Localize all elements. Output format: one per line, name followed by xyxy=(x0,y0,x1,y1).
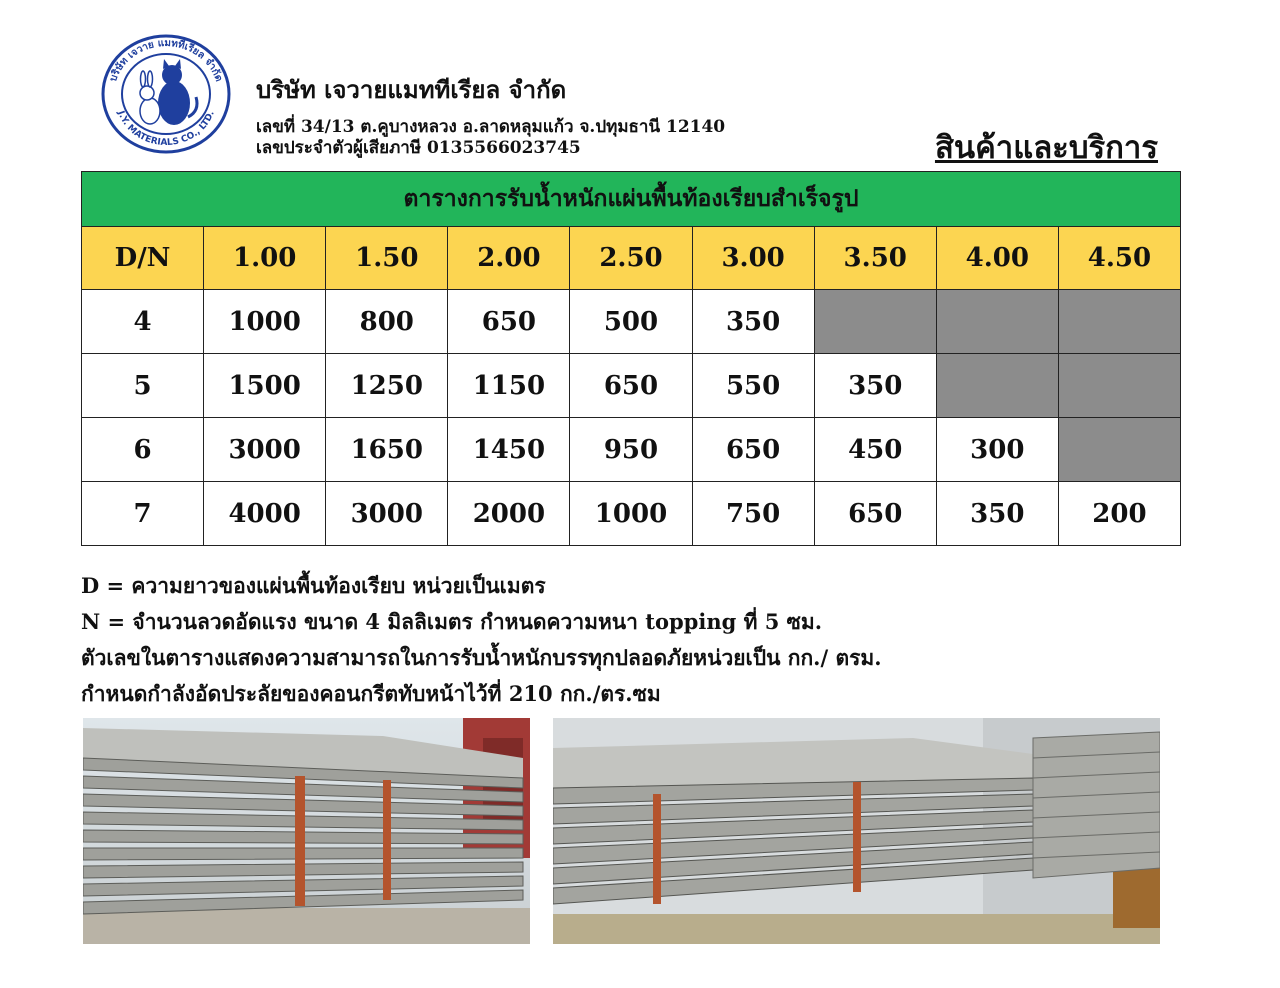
table-cell: 1000 xyxy=(570,482,692,546)
company-address: เลขที่ 34/13 ต.คูบางหลวง อ.ลาดหลุมแก้ว จ.ปทุมธานี 12140 xyxy=(256,117,726,137)
table-cell: 2000 xyxy=(448,482,570,546)
table-cell: 550 xyxy=(692,354,814,418)
company-logo xyxy=(100,33,232,155)
column-header: 1.50 xyxy=(326,227,448,290)
table-row xyxy=(82,482,1181,546)
table-cell: 650 xyxy=(570,354,692,418)
table-cell: 1150 xyxy=(448,354,570,418)
table-cell: 3000 xyxy=(326,482,448,546)
table-cell: 800 xyxy=(326,290,448,354)
column-header: 2.50 xyxy=(570,227,692,290)
note-line: ตัวเลขในตารางแสดงความสามารถในการรับน้ำหนักบรรทุกปลอดภัยหน่วยเป็น กก./ ตรม. xyxy=(81,645,882,670)
cat-icon xyxy=(158,59,197,125)
table-row xyxy=(82,354,1181,418)
column-header: 1.00 xyxy=(204,227,326,290)
table-cell: 3000 xyxy=(204,418,326,482)
table-cell: 300 xyxy=(936,418,1058,482)
row-label: 4 xyxy=(82,290,204,354)
table-cell: 950 xyxy=(570,418,692,482)
table-cell: 1450 xyxy=(448,418,570,482)
table-cell-empty xyxy=(1058,290,1180,354)
note-line: N = จำนวนลวดอัดแรง ขนาด 4 มิลลิเมตร กำหนดความหนา topping ที่ 5 ซม. xyxy=(81,609,823,634)
table-cell-empty xyxy=(936,354,1058,418)
table-row xyxy=(82,290,1181,354)
table-header-row xyxy=(82,227,1181,290)
table-cell: 750 xyxy=(692,482,814,546)
column-header: 3.50 xyxy=(814,227,936,290)
table-cell-empty xyxy=(1058,354,1180,418)
section-title: สินค้าและบริการ xyxy=(934,130,1158,166)
column-header: 2.00 xyxy=(448,227,570,290)
slab-stack-photo-1 xyxy=(83,718,530,944)
table-cell: 650 xyxy=(814,482,936,546)
table-title: ตารางการรับน้ำหนักแผ่นพื้นท้องเรียบสำเร็จรูป xyxy=(82,172,1181,227)
table-cell: 4000 xyxy=(204,482,326,546)
load-table xyxy=(81,171,1181,546)
logo-ring-text-bottom: J.Y. MATERIALS CO., LTD. xyxy=(115,109,217,149)
table-cell: 1500 xyxy=(204,354,326,418)
table-cell: 1650 xyxy=(326,418,448,482)
column-header: 4.50 xyxy=(1058,227,1180,290)
table-cell-empty xyxy=(936,290,1058,354)
notes xyxy=(81,568,882,712)
table-cell: 1000 xyxy=(204,290,326,354)
row-label: 5 xyxy=(82,354,204,418)
table-cell: 350 xyxy=(936,482,1058,546)
table-cell: 1250 xyxy=(326,354,448,418)
table-row xyxy=(82,418,1181,482)
corner-label: D/N xyxy=(82,227,204,290)
note-line: D = ความยาวของแผ่นพื้นท้องเรียบ หน่วยเป็นเมตร xyxy=(81,573,546,598)
note-line: กำหนดกำลังอัดประลัยของคอนกรีตทับหน้าไว้ที่ 210 กก./ตร.ซม xyxy=(81,681,661,706)
row-label: 6 xyxy=(82,418,204,482)
table-cell: 650 xyxy=(692,418,814,482)
table-cell: 350 xyxy=(692,290,814,354)
table-cell: 200 xyxy=(1058,482,1180,546)
logo-ring-text-top: บริษัท เจวาย แมททีเรียล จำกัด xyxy=(107,37,225,84)
row-label: 7 xyxy=(82,482,204,546)
rabbit-icon xyxy=(140,71,160,124)
column-header: 4.00 xyxy=(936,227,1058,290)
company-name: บริษัท เจวายแมททีเรียล จำกัด xyxy=(256,75,567,104)
table-cell: 350 xyxy=(814,354,936,418)
slab-stack-photo-2 xyxy=(553,718,1160,944)
table-cell: 500 xyxy=(570,290,692,354)
column-header: 3.00 xyxy=(692,227,814,290)
table-cell: 650 xyxy=(448,290,570,354)
table-cell-empty xyxy=(1058,418,1180,482)
company-tax-id: เลขประจำตัวผู้เสียภาษี 0135566023745 xyxy=(256,138,581,158)
table-cell-empty xyxy=(814,290,936,354)
table-cell: 450 xyxy=(814,418,936,482)
